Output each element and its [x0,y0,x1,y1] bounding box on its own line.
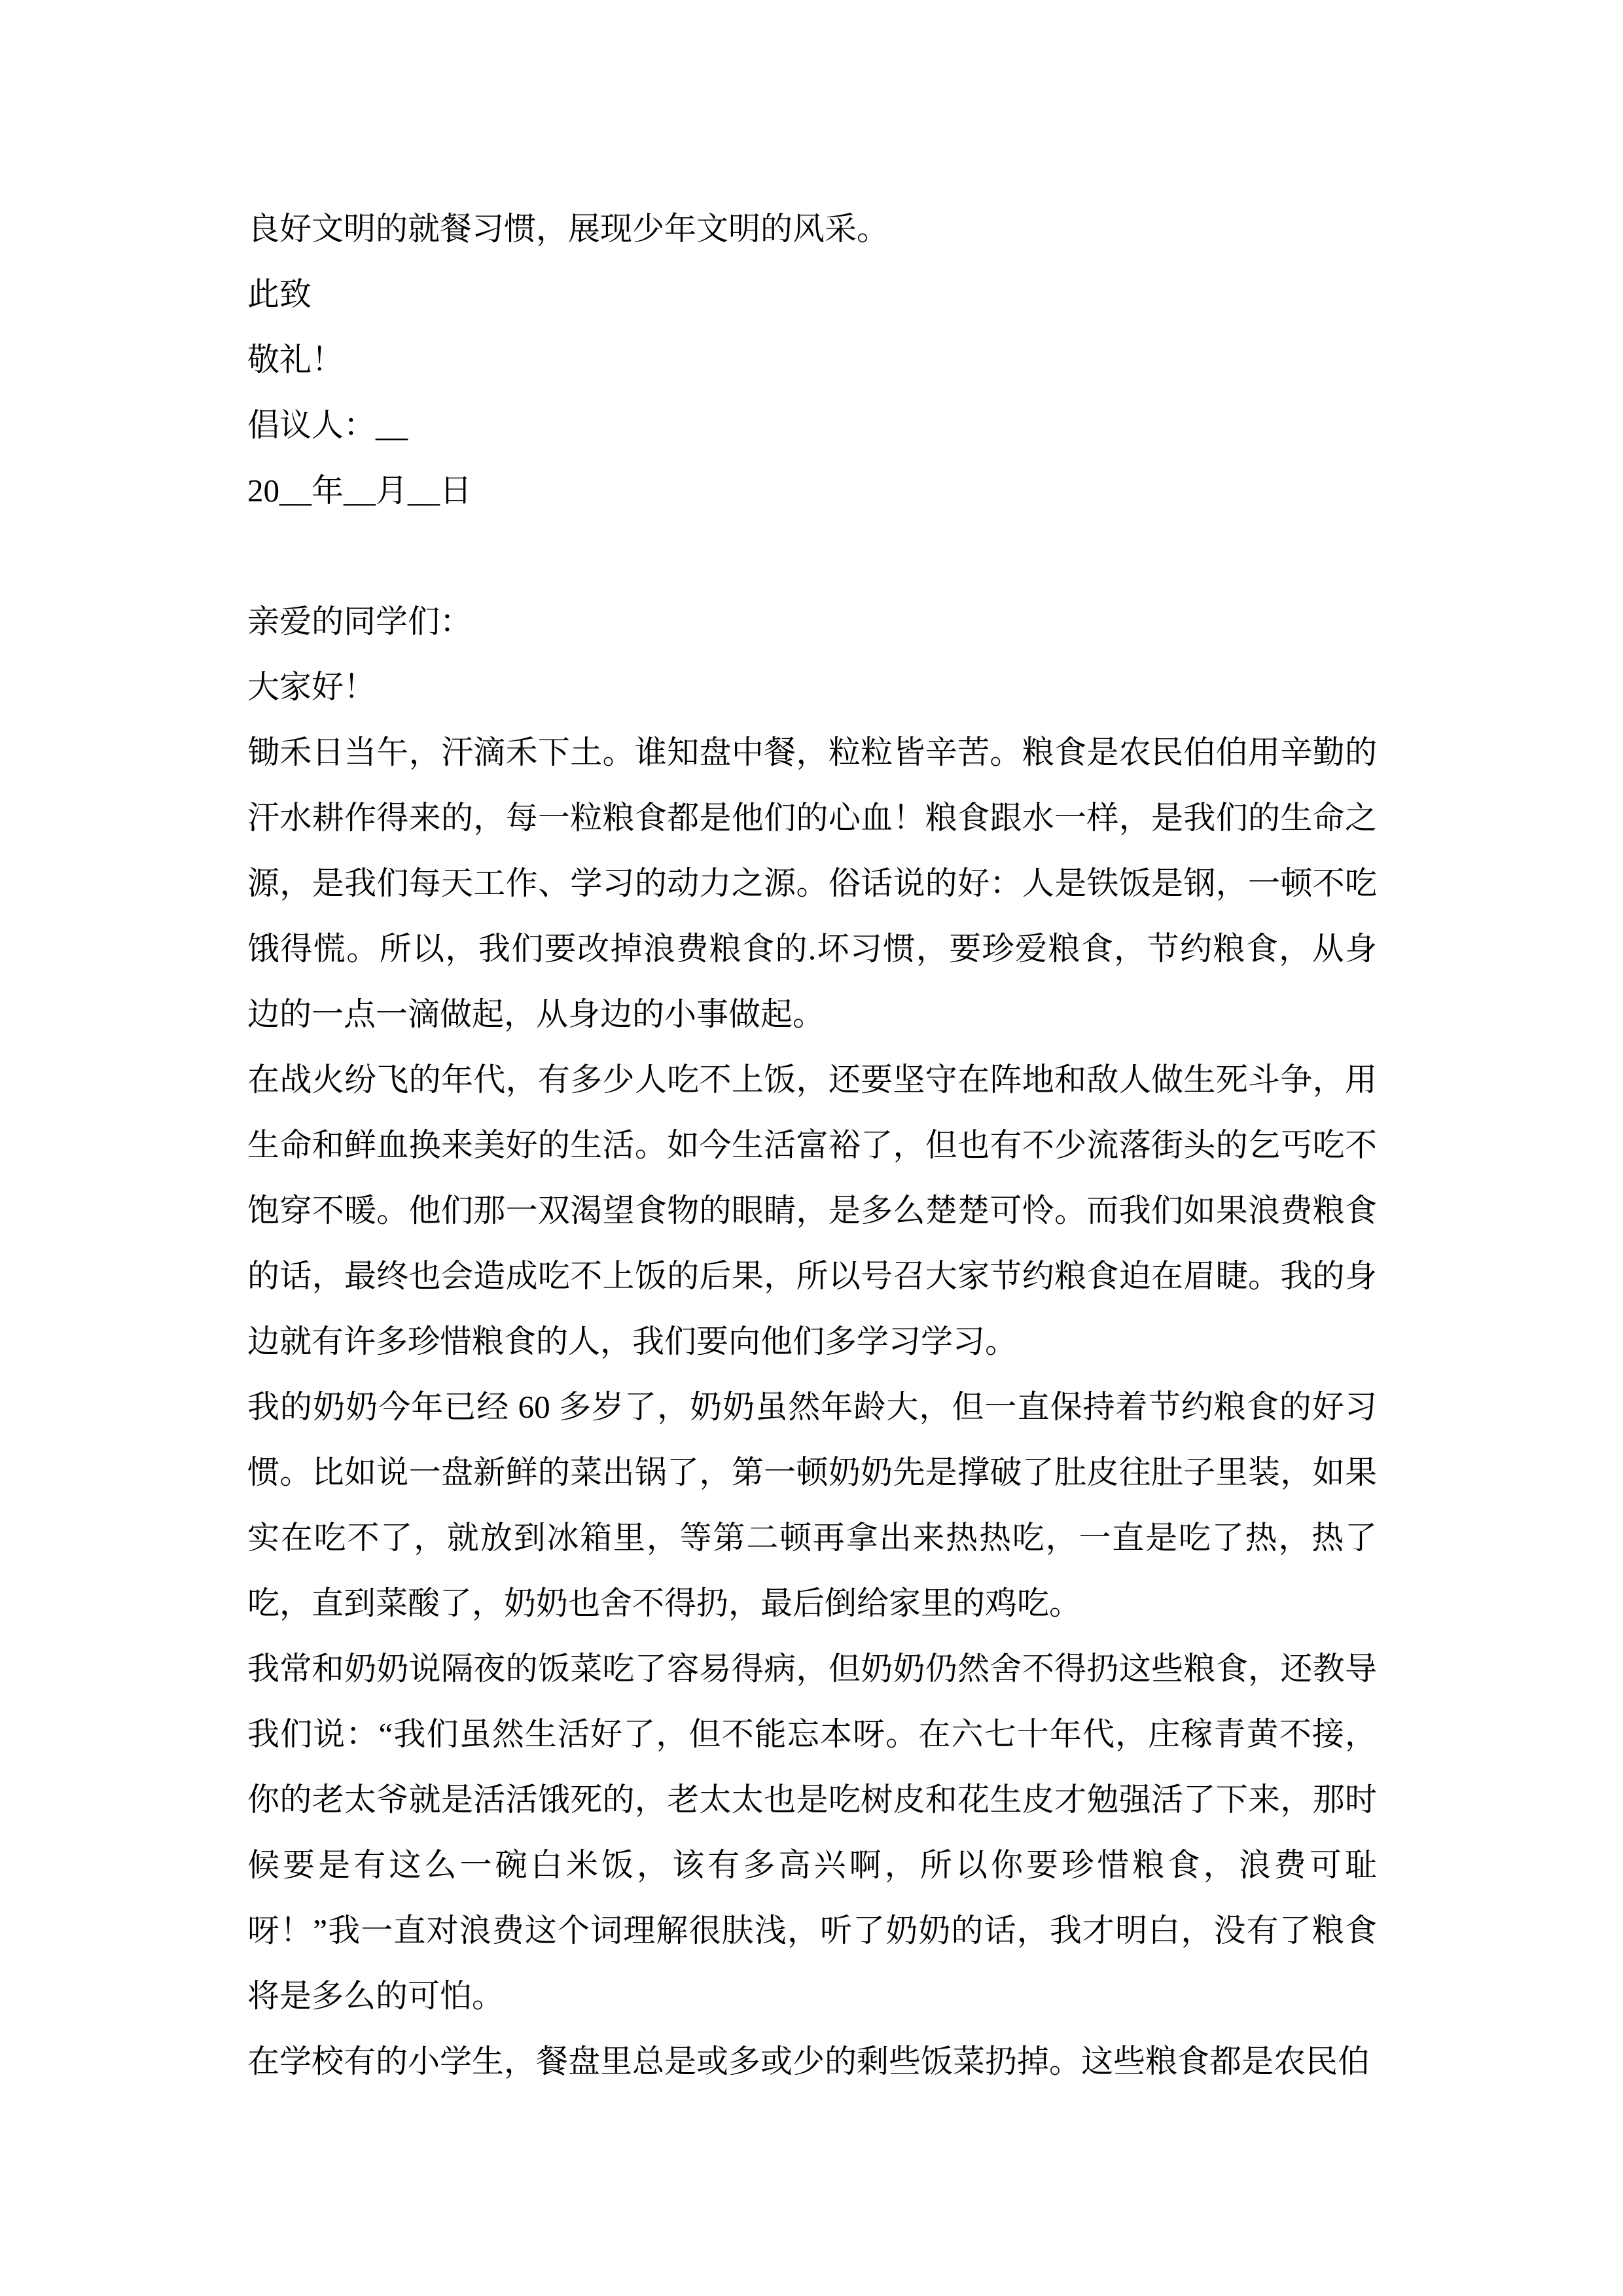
paragraph-hello: 大家好！ [247,669,376,705]
paragraph-closing-line: 良好文明的就餐习惯，展现少年文明的风采。 [247,211,889,247]
paragraph-body-1: 锄禾日当午，汗滴禾下土。谁知盘中餐，粒粒皆辛苦。粮食是农民伯伯用辛勤的汗水耕作得来的，每一粒粮食都是他们的心血！粮食跟水一样，是我们的生命之源，是我们每天工作、学习的动力之源。俗话说的好：人是铁饭是钢，一顿不吃饿得慌。所以，我们要改掉浪费粮食的.坏习惯，要珍爱粮食，节约粮食，从身边的一点一滴做起，从身边的小事做起。 [247,734,1377,1032]
paragraph-proposer: 倡议人：__ [247,407,408,443]
paragraph-body-3: 我的奶奶今年已经 60 多岁了，奶奶虽然年龄大，但一直保持着节约粮食的好习惯。比如说一盘新鲜的菜出锅了，第一顿奶奶先是撑破了肚皮往肚子里装，如果实在吃不了，就放到冰箱里，等第二顿再拿出来热热吃，一直是吃了热，热了吃，直到菜酸了，奶奶也舍不得扔，最后倒给家里的鸡吃。 [247,1389,1377,1621]
document-body [247,196,1377,2094]
paragraph-body-2: 在战火纷飞的年代，有多少人吃不上饭，还要坚守在阵地和敌人做生死斗争，用生命和鲜血换来美好的生活。如今生活富裕了，但也有不少流落街头的乞丐吃不饱穿不暖。他们那一双渴望食物的眼睛，是多么楚楚可怜。而我们如果浪费粮食的话，最终也会造成吃不上饭的后果，所以号召大家节约粮食迫在眉睫。我的身边就有许多珍惜粮食的人，我们要向他们多学习学习。 [247,1062,1377,1359]
paragraph-greeting: 亲爱的同学们： [247,603,473,639]
paragraph-date: 20__年__月__日 [247,473,473,509]
paragraph-salute: 敬礼！ [247,342,344,378]
paragraph-body-5-truncated: 在学校有的小学生，餐盘里总是或多或少的剩些饭菜扔掉。这些粮食都是农民伯 [247,2043,1370,2079]
paragraph-cizhi: 此致 [247,276,312,312]
paragraph-blank-line [247,524,1377,589]
paragraph-body-4: 我常和奶奶说隔夜的饭菜吃了容易得病，但奶奶仍然舍不得扔这些粮食，还教导我们说：“我们虽然生活好了，但不能忘本呀。在六七十年代，庄稼青黄不接，你的老太爷就是活活饿死的，老太太也是吃树皮和花生皮才勉强活了下来，那时候要是有这么一碗白米饭，该有多高兴啊，所以你要珍惜粮食，浪费可耻呀！”我一直对浪费这个词理解很肤浅，听了奶奶的话，我才明白，没有了粮食将是多么的可怕。 [247,1651,1377,2014]
